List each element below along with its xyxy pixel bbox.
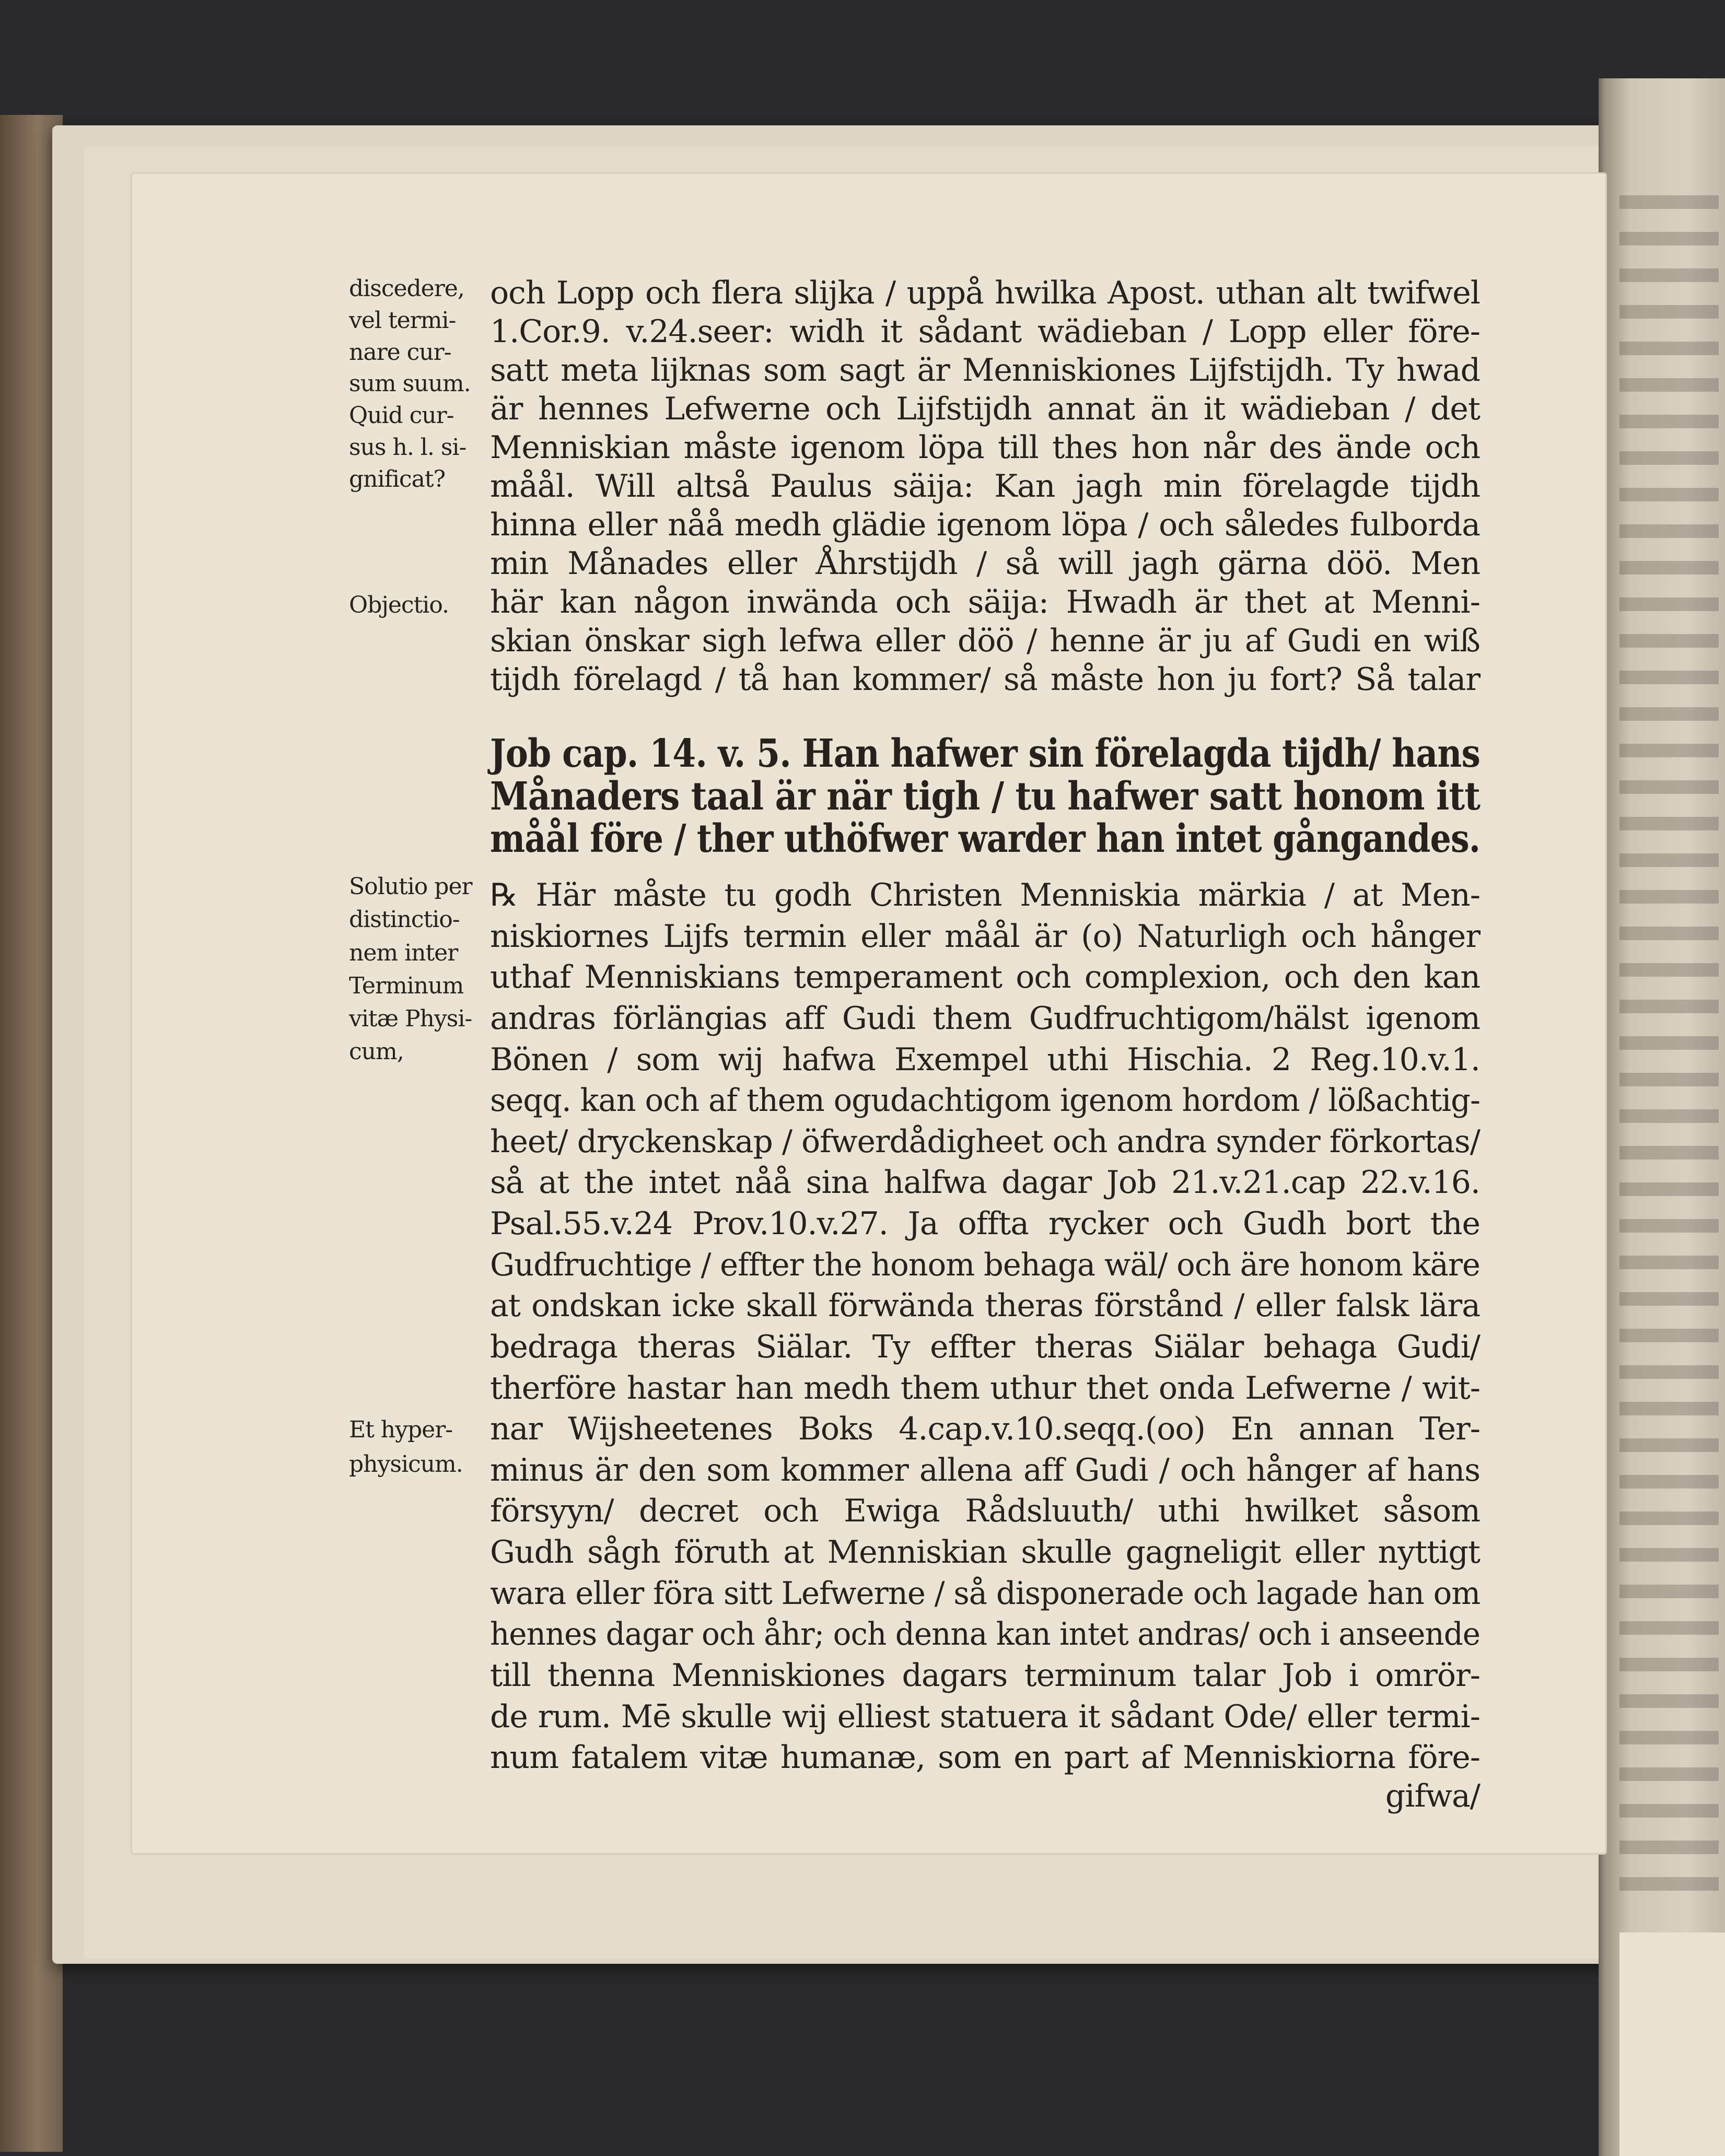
text-line: är hennes Lefwerne och Lijfstijdh annat än it wädieban / det [490, 390, 1480, 427]
text-line: seqq. kan och af them ogudachtigom igenom hordom / lößachtig- [490, 1082, 1480, 1119]
text-line: nar Wijsheetenes Boks 4.cap.v.10.seqq.(oo) En annan Ter- [490, 1411, 1480, 1448]
text-line: Job cap. 14. v. 5. Han hafwer sin förelagda tijdh/ hans [490, 731, 1481, 776]
text-line: Gudfruchtige / effter the honom behaga wäl/ och äre honom käre [490, 1246, 1480, 1283]
text-line: Psal.55.v.24 Prov.10.v.27. Ja offta rycker och Gudh bort the [490, 1205, 1480, 1243]
text-line: här kan någon inwända och säija: Hwadh är thet at Menni- [490, 583, 1480, 620]
text-line: at ondskan icke skall förwända theras förstånd / eller falsk lära [490, 1287, 1480, 1325]
text-line: ℞ Här måste tu godh Christen Menniskia märkia / at Men- [490, 877, 1480, 914]
margin-note-line: discedere, [349, 275, 464, 302]
text-line: heet/ dryckenskap / öfwerdådigheet och andra synder förkortas/ [490, 1123, 1480, 1160]
text-line: hinna eller nåå medh glädie igenom löpa / och således fulborda [490, 506, 1480, 543]
margin-note-line: Solutio per [349, 873, 472, 900]
text-line: wara eller föra sitt Lefwerne / så disponerade och lagade han om [490, 1575, 1481, 1612]
text-line: hennes dagar och åhr; och denna kan intet andras/ och i anseende [490, 1616, 1481, 1653]
text-line: satt meta lijknas som sagt är Menniskiones Lijfstijdh. Ty hwad [490, 351, 1480, 389]
text-line: min Månades eller Åhrstijdh / så will jagh gärna döö. Men [490, 545, 1480, 582]
paper-tab [1619, 1932, 1725, 2156]
margin-note-line: nem inter [349, 939, 458, 966]
text-line: de rum. Mē skulle wij elliest statuera it sådant Ode/ eller termi- [490, 1698, 1480, 1735]
text-line: tijdh förelagd / tå han kommer/ så måste hon ju fort? Så talar [490, 661, 1480, 698]
text-line: Menniskian måste igenom löpa till thes hon når des ände och [490, 429, 1480, 466]
margin-note-line: distinctio- [349, 906, 460, 933]
text-line: therföre hastar han medh them uthur thet onda Lefwerne / wit- [490, 1369, 1480, 1407]
text-line: försyyn/ decret och Ewiga Rådsluuth/ uthi hwilket såsom [490, 1493, 1480, 1530]
text-line: till thenna Menniskiones dagars terminum talar Job i omrör- [490, 1657, 1480, 1694]
text-line: måål före / ther uthöfwer warder han intet gångandes. [490, 816, 1481, 862]
margin-note-line: vel termi- [349, 307, 456, 334]
margin-note-line: nare cur- [349, 338, 451, 366]
margin-note-line: Quid cur- [349, 402, 454, 429]
text-line: bedraga theras Siälar. Ty effter theras Siälar behaga Gudi/ [490, 1328, 1480, 1365]
text-line: num fatalem vitæ humanæ, som en part af Menniskiorna före- [490, 1739, 1480, 1776]
margin-note-line: sum suum. [349, 370, 471, 397]
text-line: Bönen / som wij hafwa Exempel uthi Hischia. 2 Reg.10.v.1. [490, 1041, 1480, 1078]
text-line: niskiornes Lijfs termin eller måål är (o) Naturligh och hånger [490, 918, 1480, 955]
text-line: gifwa/ [1385, 1777, 1480, 1814]
text-line: så at the intet nåå sina halfwa dagar Job 21.v.21.cap 22.v.16. [490, 1164, 1480, 1201]
text-line: Månaders taal är när tigh / tu hafwer satt honom itt [490, 774, 1481, 819]
text-line: skian önskar sigh lefwa eller döö / henne är ju af Gudi en wiß [490, 622, 1480, 659]
margin-note-line: vitæ Physi- [349, 1005, 472, 1033]
text-line: minus är den som kommer allena aff Gudi / och hånger af hans [490, 1451, 1480, 1489]
margin-note-line: Et hyper- [349, 1416, 453, 1444]
text-line: och Lopp och flera slijka / uppå hwilka Apost. uthan alt twifwel [490, 274, 1480, 311]
text-line: andras förlängias aff Gudi them Gudfruchtigom/hälst igenom [490, 1000, 1480, 1037]
text-line: uthaf Menniskians temperament och complexion, och den kan [490, 959, 1480, 996]
facing-page-text-blur [1619, 172, 1719, 1896]
margin-note-line: physicum. [349, 1451, 463, 1478]
margin-note-line: sus h. l. si- [349, 434, 467, 461]
margin-note-line: cum, [349, 1038, 404, 1065]
text-line: 1.Cor.9. v.24.seer: widh it sådant wädieban / Lopp eller före- [490, 313, 1480, 350]
margin-note-line: Terminum [349, 972, 464, 999]
text-line: Gudh sågh föruth at Menniskian skulle gagneligit eller nyttigt [490, 1534, 1480, 1571]
text-line: måål. Will altså Paulus säija: Kan jagh min förelagde tijdh [490, 467, 1480, 505]
margin-note-line: Objectio. [349, 591, 449, 618]
margin-note-line: gnificat? [349, 465, 446, 493]
